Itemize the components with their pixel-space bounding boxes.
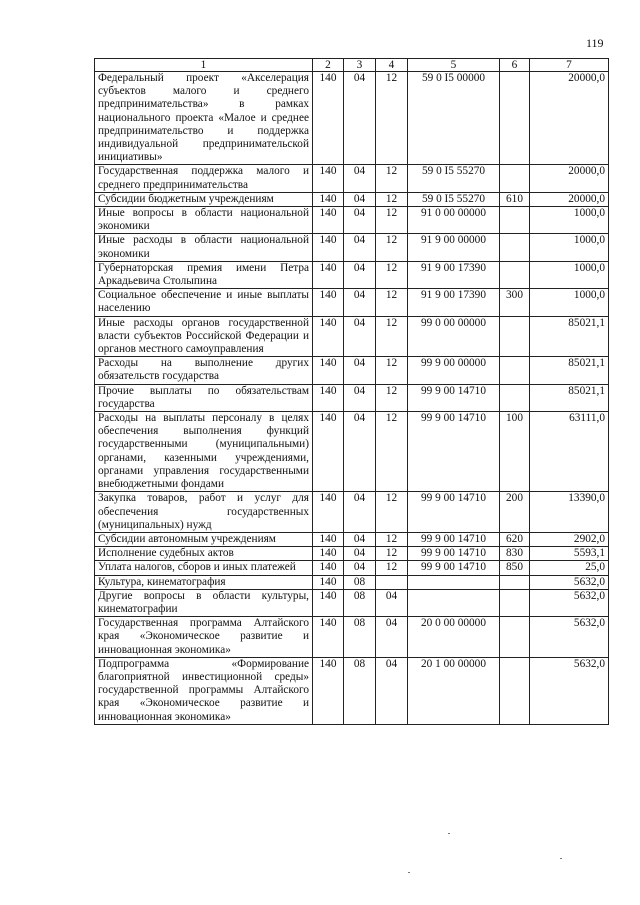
cell-section: 04 <box>344 547 376 561</box>
cell-section: 08 <box>344 575 376 589</box>
cell-target-article: 20 0 00 00000 <box>408 617 500 658</box>
cell-subsection: 12 <box>376 72 408 165</box>
header-col-4: 4 <box>376 59 408 72</box>
cell-ministry: 140 <box>313 547 344 561</box>
cell-amount: 5593,1 <box>530 547 609 561</box>
cell-name: Федеральный проект «Акселерация субъектов малого и среднего предпринимательства» в рамках национального проекта «Малое и среднее предпринимательство и поддержка индивидуальной предпринимательской инициативы» <box>95 72 313 165</box>
cell-expense-type <box>500 357 530 384</box>
cell-amount: 5632,0 <box>530 575 609 589</box>
cell-target-article: 99 9 00 00000 <box>408 357 500 384</box>
cell-section: 04 <box>344 561 376 575</box>
cell-expense-type <box>500 316 530 357</box>
cell-amount: 20000,0 <box>530 192 609 206</box>
cell-ministry: 140 <box>313 589 344 616</box>
header-col-2: 2 <box>313 59 344 72</box>
cell-expense-type <box>500 657 530 724</box>
cell-section: 08 <box>344 617 376 658</box>
cell-ministry: 140 <box>313 357 344 384</box>
cell-ministry: 140 <box>313 234 344 261</box>
cell-target-article: 99 0 00 00000 <box>408 316 500 357</box>
cell-section: 04 <box>344 165 376 192</box>
cell-ministry: 140 <box>313 492 344 533</box>
table-row <box>95 657 609 724</box>
cell-ministry: 140 <box>313 207 344 234</box>
cell-ministry: 140 <box>313 192 344 206</box>
cell-amount: 1000,0 <box>530 207 609 234</box>
table-row <box>95 412 609 492</box>
cell-subsection: 12 <box>376 192 408 206</box>
table-row <box>95 207 609 234</box>
cell-subsection: 12 <box>376 384 408 411</box>
cell-amount: 20000,0 <box>530 165 609 192</box>
cell-subsection: 12 <box>376 316 408 357</box>
cell-expense-type <box>500 384 530 411</box>
cell-subsection: 12 <box>376 289 408 316</box>
cell-expense-type <box>500 589 530 616</box>
cell-subsection: 12 <box>376 165 408 192</box>
cell-subsection <box>376 575 408 589</box>
cell-target-article: 99 9 00 14710 <box>408 561 500 575</box>
cell-ministry: 140 <box>313 72 344 165</box>
cell-amount: 5632,0 <box>530 589 609 616</box>
cell-amount: 1000,0 <box>530 289 609 316</box>
cell-name: Прочие выплаты по обязательствам государства <box>95 384 313 411</box>
cell-ministry: 140 <box>313 384 344 411</box>
cell-target-article: 99 9 00 14710 <box>408 532 500 546</box>
cell-amount: 5632,0 <box>530 617 609 658</box>
cell-section: 04 <box>344 207 376 234</box>
cell-target-article: 91 0 00 00000 <box>408 207 500 234</box>
table-row <box>95 575 609 589</box>
cell-name: Подпрограмма «Формирование благоприятной инвестиционной среды» государственной программы Алтайского края «Экономическое развитие и инновационная экономика» <box>95 657 313 724</box>
cell-name: Социальное обеспечение и иные выплаты населению <box>95 289 313 316</box>
cell-name: Другие вопросы в области культуры, кинематографии <box>95 589 313 616</box>
cell-name: Иные вопросы в области национальной экономики <box>95 207 313 234</box>
cell-name: Субсидии автономным учреждениям <box>95 532 313 546</box>
cell-ministry: 140 <box>313 261 344 288</box>
cell-name: Иные расходы органов государственной власти субъектов Российской Федерации и органов местного самоуправления <box>95 316 313 357</box>
cell-ministry: 140 <box>313 412 344 492</box>
cell-section: 04 <box>344 412 376 492</box>
cell-expense-type: 300 <box>500 289 530 316</box>
table-row <box>95 165 609 192</box>
cell-name: Субсидии бюджетным учреждениям <box>95 192 313 206</box>
table-row <box>95 316 609 357</box>
cell-target-article: 99 9 00 14710 <box>408 412 500 492</box>
cell-section: 04 <box>344 261 376 288</box>
cell-expense-type <box>500 165 530 192</box>
cell-name: Иные расходы в области национальной экономики <box>95 234 313 261</box>
header-col-7: 7 <box>530 59 609 72</box>
cell-expense-type <box>500 234 530 261</box>
cell-name: Расходы на выплаты персоналу в целях обеспечения выполнения функций государственными (муниципальными) органами, казенными учреждениями, органами управления государственными внебюджетными фондами <box>95 412 313 492</box>
table-row <box>95 234 609 261</box>
cell-amount: 13390,0 <box>530 492 609 533</box>
table-header-row <box>95 59 609 72</box>
cell-target-article: 20 1 00 00000 <box>408 657 500 724</box>
cell-expense-type: 620 <box>500 532 530 546</box>
table-row <box>95 261 609 288</box>
cell-section: 04 <box>344 532 376 546</box>
header-col-3: 3 <box>344 59 376 72</box>
cell-amount: 2902,0 <box>530 532 609 546</box>
cell-expense-type <box>500 575 530 589</box>
table-row <box>95 72 609 165</box>
header-col-6: 6 <box>500 59 530 72</box>
cell-subsection: 12 <box>376 234 408 261</box>
cell-target-article: 59 0 I5 55270 <box>408 165 500 192</box>
scan-speck <box>448 833 450 834</box>
cell-name: Государственная поддержка малого и среднего предпринимательства <box>95 165 313 192</box>
cell-amount: 85021,1 <box>530 384 609 411</box>
cell-name: Губернаторская премия имени Петра Аркадьевича Столыпина <box>95 261 313 288</box>
cell-amount: 5632,0 <box>530 657 609 724</box>
cell-expense-type <box>500 72 530 165</box>
table-row <box>95 289 609 316</box>
cell-section: 04 <box>344 192 376 206</box>
cell-expense-type: 610 <box>500 192 530 206</box>
cell-section: 08 <box>344 589 376 616</box>
cell-section: 04 <box>344 357 376 384</box>
cell-target-article: 91 9 00 00000 <box>408 234 500 261</box>
scan-speck <box>408 872 410 873</box>
cell-expense-type <box>500 261 530 288</box>
cell-target-article: 99 9 00 14710 <box>408 547 500 561</box>
cell-ministry: 140 <box>313 617 344 658</box>
cell-name: Уплата налогов, сборов и иных платежей <box>95 561 313 575</box>
cell-subsection: 12 <box>376 532 408 546</box>
cell-subsection: 12 <box>376 492 408 533</box>
cell-target-article <box>408 589 500 616</box>
table-row <box>95 561 609 575</box>
cell-target-article <box>408 575 500 589</box>
page-number: 119 <box>586 36 604 50</box>
cell-amount: 85021,1 <box>530 357 609 384</box>
cell-section: 04 <box>344 72 376 165</box>
table-row <box>95 589 609 616</box>
cell-amount: 1000,0 <box>530 234 609 261</box>
table-row <box>95 492 609 533</box>
cell-subsection: 12 <box>376 547 408 561</box>
cell-name: Культура, кинематография <box>95 575 313 589</box>
cell-ministry: 140 <box>313 289 344 316</box>
cell-subsection: 12 <box>376 561 408 575</box>
cell-name: Государственная программа Алтайского края «Экономическое развитие и инновационная экономика» <box>95 617 313 658</box>
cell-amount: 1000,0 <box>530 261 609 288</box>
cell-target-article: 91 9 00 17390 <box>408 289 500 316</box>
header-col-5: 5 <box>408 59 500 72</box>
cell-target-article: 59 0 I5 00000 <box>408 72 500 165</box>
cell-ministry: 140 <box>313 657 344 724</box>
cell-target-article: 99 9 00 14710 <box>408 384 500 411</box>
cell-expense-type <box>500 207 530 234</box>
cell-target-article: 91 9 00 17390 <box>408 261 500 288</box>
cell-expense-type: 830 <box>500 547 530 561</box>
cell-section: 04 <box>344 492 376 533</box>
header-col-1: 1 <box>95 59 313 72</box>
cell-section: 04 <box>344 289 376 316</box>
cell-subsection: 12 <box>376 261 408 288</box>
cell-expense-type: 200 <box>500 492 530 533</box>
cell-ministry: 140 <box>313 316 344 357</box>
cell-subsection: 04 <box>376 617 408 658</box>
cell-expense-type: 100 <box>500 412 530 492</box>
table-row <box>95 192 609 206</box>
cell-amount: 20000,0 <box>530 72 609 165</box>
table-row <box>95 384 609 411</box>
cell-subsection: 12 <box>376 207 408 234</box>
cell-ministry: 140 <box>313 561 344 575</box>
cell-subsection: 04 <box>376 589 408 616</box>
cell-section: 04 <box>344 316 376 357</box>
cell-ministry: 140 <box>313 532 344 546</box>
cell-subsection: 04 <box>376 657 408 724</box>
cell-target-article: 59 0 I5 55270 <box>408 192 500 206</box>
cell-amount: 85021,1 <box>530 316 609 357</box>
scan-speck <box>560 858 562 859</box>
cell-amount: 25,0 <box>530 561 609 575</box>
cell-expense-type <box>500 617 530 658</box>
cell-section: 08 <box>344 657 376 724</box>
table-row <box>95 532 609 546</box>
cell-expense-type: 850 <box>500 561 530 575</box>
cell-section: 04 <box>344 384 376 411</box>
cell-name: Расходы на выполнение других обязательств государства <box>95 357 313 384</box>
table-row <box>95 547 609 561</box>
budget-table <box>94 58 609 725</box>
table-row <box>95 357 609 384</box>
cell-target-article: 99 9 00 14710 <box>408 492 500 533</box>
cell-amount: 63111,0 <box>530 412 609 492</box>
table-row <box>95 617 609 658</box>
cell-name: Исполнение судебных актов <box>95 547 313 561</box>
cell-subsection: 12 <box>376 412 408 492</box>
cell-name: Закупка товаров, работ и услуг для обеспечения государственных (муниципальных) нужд <box>95 492 313 533</box>
cell-ministry: 140 <box>313 575 344 589</box>
cell-section: 04 <box>344 234 376 261</box>
cell-ministry: 140 <box>313 165 344 192</box>
cell-subsection: 12 <box>376 357 408 384</box>
